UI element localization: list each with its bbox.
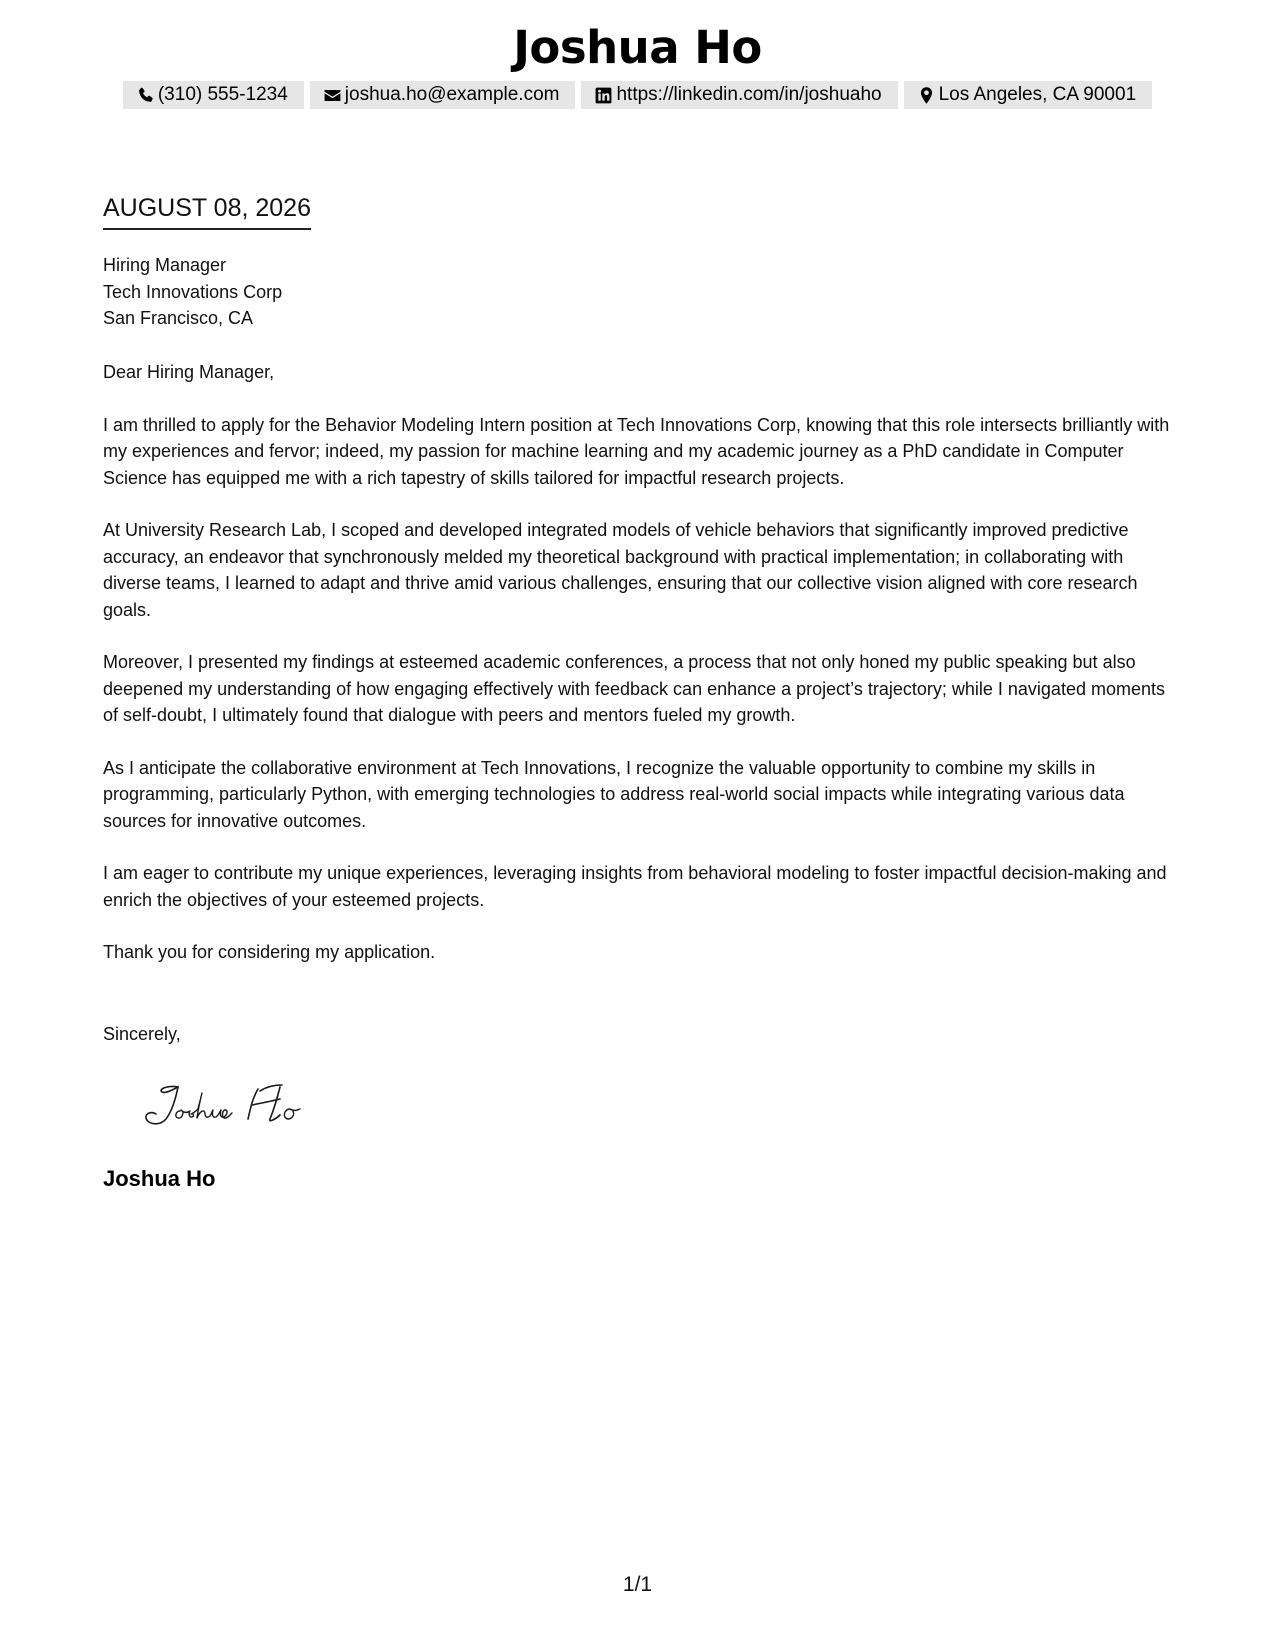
applicant-name: Joshua Ho (513, 21, 762, 74)
closing: Sincerely, (103, 1024, 181, 1044)
map-marker-icon (917, 86, 936, 105)
salutation: Dear Hiring Manager, (103, 362, 275, 382)
body-paragraph-4: As I anticipate the collaborative environment at Tech Innovations, I recognize the valuable opportunity to combine my skills in programming, particularly Python, with emerging technologies to address real-world social impacts while integrating various data sources for innovative outcomes. (103, 757, 1125, 831)
letter-body (103, 359, 1178, 992)
phone-text: (310) 555-1234 (157, 84, 288, 105)
handwritten-signature (140, 1073, 330, 1133)
contact-bar (0, 81, 1275, 109)
linkedin-text[interactable]: https://linkedin.com/in/joshuaho (616, 84, 882, 105)
letter-date: AUGUST 08, 2026 (103, 192, 311, 230)
location-contact (904, 81, 1153, 109)
recipient-location: San Francisco, CA (103, 308, 254, 328)
email-contact[interactable] (310, 81, 576, 109)
linkedin-icon (594, 86, 613, 105)
recipient-title: Hiring Manager (103, 255, 227, 275)
phone-contact (123, 81, 304, 109)
email-text[interactable]: joshua.ho@example.com (344, 84, 560, 105)
recipient-company: Tech Innovations Corp (103, 281, 283, 302)
body-paragraph-3: Moreover, I presented my findings at esteemed academic conferences, a process that not only honed my public speaking but also deepened my understanding of how engaging effectively with feedback can enhance a project’s trajectory; while I navigated moments of self-doubt, I ultimately found that dialogue with peers and mentors fueled my growth. (103, 652, 1165, 725)
body-paragraph-1: I am thrilled to apply for the Behavior Modeling Intern position at Tech Innovations Corp, knowing that this role intersects brilliantly with my experiences and fervor; indeed, my passion for machine learning and my academic journey as a PhD candidate in Computer Science has equipped me with a rich tapestry of skills tailored for impactful research projects. (103, 414, 1170, 488)
envelope-icon (323, 86, 342, 105)
linkedin-contact[interactable] (581, 81, 897, 109)
phone-icon (136, 86, 155, 105)
location-text: Los Angeles, CA 90001 (938, 84, 1137, 105)
thank-you-line: Thank you for considering my application. (103, 942, 436, 962)
recipient-block (103, 252, 282, 332)
signer-name: Joshua Ho (103, 1166, 216, 1191)
page-number: 1/1 (622, 1573, 653, 1596)
body-paragraph-2: At University Research Lab, I scoped and developed integrated models of vehicle behaviors that significantly improved predictive accuracy, an endeavor that synchronously melded my theoretical background with practical implementation; in collaborating with diverse teams, I learned to adapt and thrive amid various challenges, ensuring that our collective vision aligned with core research goals. (103, 520, 1138, 620)
body-paragraph-5: I am eager to contribute my unique experiences, leveraging insights from behavioral modeling to foster impactful decision-making and enrich the objectives of your esteemed projects. (103, 863, 1167, 910)
